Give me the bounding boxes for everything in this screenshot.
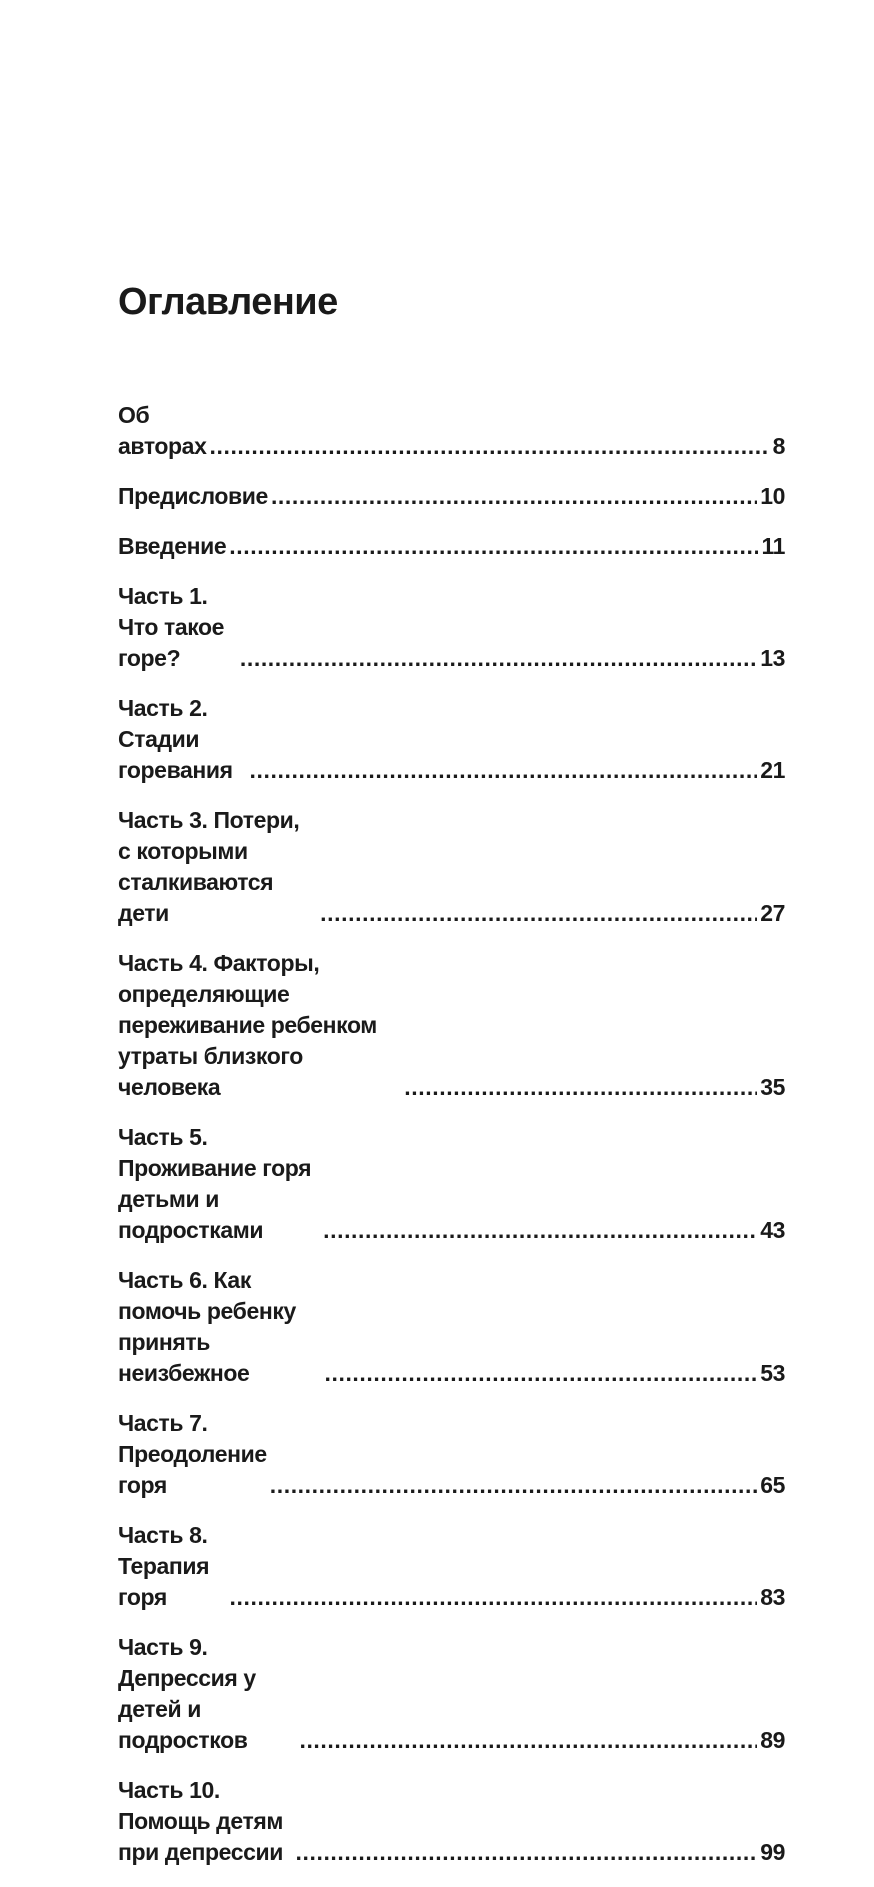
toc-dot-leader — [295, 1837, 757, 1868]
toc-entry[interactable] — [118, 1520, 785, 1613]
toc-page-number: 83 — [760, 1584, 785, 1610]
toc-dot-leader — [230, 1582, 758, 1613]
toc-dot-leader — [299, 1725, 757, 1756]
toc-entry[interactable] — [118, 400, 785, 462]
toc-entry-title: Часть 10. Помощь детям при депрессии — [118, 1777, 283, 1865]
toc-entry-title: Часть 1. Что такое горе? — [118, 583, 225, 671]
toc-dot-leader — [324, 1358, 757, 1389]
toc-entry[interactable] — [118, 1632, 785, 1756]
toc-entry-title: Часть 4. Факторы, определяющие переживание ребенком утраты близкого человека — [118, 950, 377, 1100]
toc-page-number: 11 — [761, 533, 785, 559]
toc-entry[interactable] — [118, 1265, 785, 1389]
toc-page-number: 27 — [760, 900, 785, 926]
toc-entry[interactable] — [118, 948, 785, 1103]
toc-page-number: 10 — [760, 483, 785, 509]
toc-entry-title: Предисловие — [118, 483, 268, 509]
toc-dot-leader — [271, 481, 757, 512]
toc-entry-title: Часть 5. Проживание горя детьми и подростками — [118, 1124, 312, 1243]
toc-page-number: 99 — [760, 1839, 785, 1865]
toc-dot-leader — [209, 431, 769, 462]
toc-entry[interactable] — [118, 805, 785, 929]
toc-dot-leader — [240, 643, 757, 674]
toc-entry[interactable] — [118, 1122, 785, 1246]
toc-entry[interactable] — [118, 1408, 785, 1501]
toc-entry-title: Часть 7. Преодоление горя — [118, 1410, 267, 1498]
toc-page-number: 53 — [760, 1360, 785, 1386]
toc-page-number: 35 — [760, 1074, 785, 1100]
toc-entry-title: Часть 2. Стадии горевания — [118, 695, 233, 783]
page-title: Оглавление — [118, 281, 338, 323]
toc-dot-leader — [323, 1215, 757, 1246]
table-of-contents — [118, 400, 785, 1887]
toc-page-number: 65 — [760, 1472, 785, 1498]
toc-entry-title: Часть 8. Терапия горя — [118, 1522, 210, 1610]
toc-dot-leader — [404, 1072, 757, 1103]
toc-entry[interactable] — [118, 1775, 785, 1868]
toc-entry-title: Часть 6. Как помочь ребенку принять неизбежное — [118, 1267, 296, 1386]
toc-page-number: 21 — [760, 757, 785, 783]
toc-entry-title: Введение — [118, 533, 227, 559]
toc-entry[interactable] — [118, 531, 785, 562]
toc-dot-leader — [320, 898, 757, 929]
toc-page-number: 43 — [760, 1217, 785, 1243]
toc-dot-leader — [270, 1470, 757, 1501]
toc-entry[interactable] — [118, 693, 785, 786]
toc-entry-title: Об авторах — [118, 402, 207, 459]
toc-entry-title: Часть 9. Депрессия у детей и подростков — [118, 1634, 256, 1753]
toc-entry-title: Часть 3. Потери, с которыми сталкиваются дети — [118, 807, 300, 926]
toc-dot-leader — [229, 531, 758, 562]
toc-entry[interactable] — [118, 581, 785, 674]
toc-page-number: 8 — [772, 433, 785, 459]
toc-page-number: 89 — [760, 1727, 785, 1753]
toc-dot-leader — [250, 755, 758, 786]
toc-page-number: 13 — [760, 645, 785, 671]
toc-entry[interactable] — [118, 481, 785, 512]
